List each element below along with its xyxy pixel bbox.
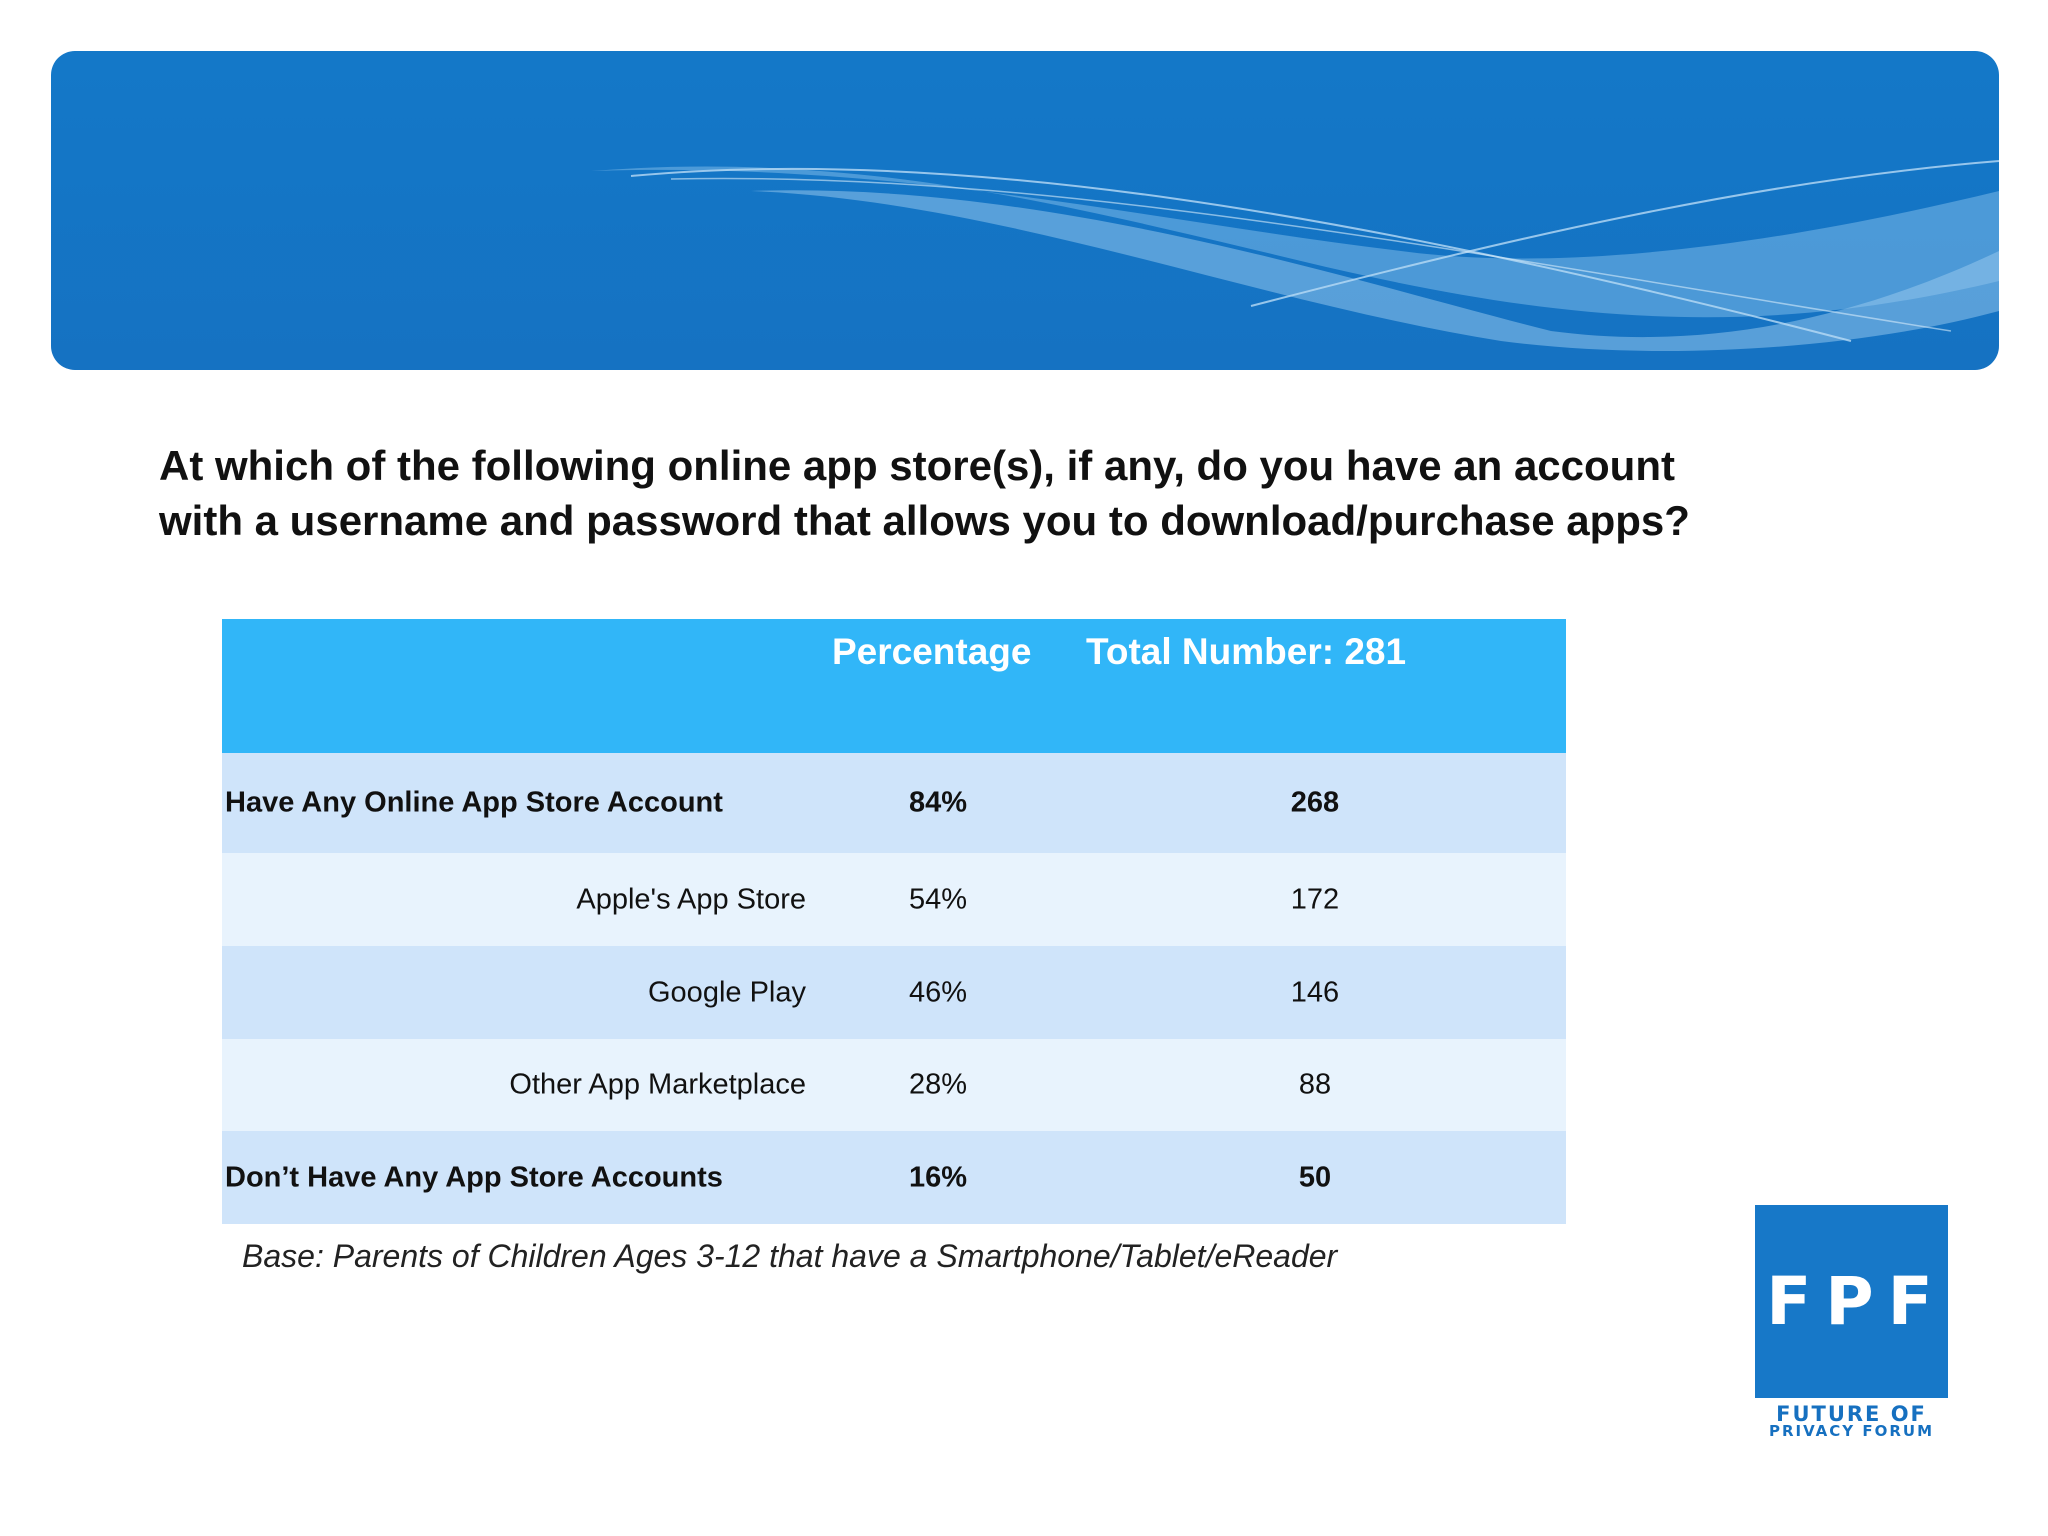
logo-box [1755,1205,1948,1398]
row-percentage: 28% [908,1068,968,1101]
question-title [159,438,1759,548]
row-label: Have Any Online App Store Account [225,786,723,819]
row-number: 88 [1298,1068,1332,1101]
row-label: Don’t Have Any App Store Accounts [225,1161,723,1193]
header-total-number: Total Number: 281 [1086,631,1407,672]
row-percentage: 54% [908,883,968,915]
row-label: Other App Marketplace [509,1068,806,1101]
logo-text [1755,1402,1948,1440]
header-percentage: Percentage [832,631,1032,672]
row-number: 146 [1290,976,1340,1008]
row-label: Google Play [648,976,806,1008]
header-banner [51,51,1999,370]
row-percentage: 46% [908,976,968,1008]
row-label: Apple's App Store [576,883,806,915]
wave-decoration [51,51,1999,370]
question-line-2: with a username and password that allows you to download/purchase apps? [159,497,1690,544]
results-table [222,619,1566,1224]
row-percentage: 16% [908,1161,968,1193]
row-number: 268 [1290,786,1340,819]
table-row [222,1131,1566,1224]
table-row [222,946,1566,1039]
row-percentage: 84% [908,786,968,819]
logo-line-2: PRIVACY FORUM [1768,1422,1935,1440]
table-row [222,1039,1566,1131]
row-number: 50 [1298,1161,1332,1193]
fpf-logo [1755,1205,1948,1440]
logo-line-1: FUTURE OF [1776,1402,1927,1426]
table-row [222,753,1566,853]
row-number: 172 [1290,883,1340,915]
question-line-1: At which of the following online app store(s), if any, do you have an account [159,442,1675,489]
logo-mark: FPF [1766,1263,1947,1340]
table-row [222,853,1566,946]
base-footnote: Base: Parents of Children Ages 3-12 that have a Smartphone/Tablet/eReader [242,1238,1338,1274]
table-header [222,619,1566,753]
